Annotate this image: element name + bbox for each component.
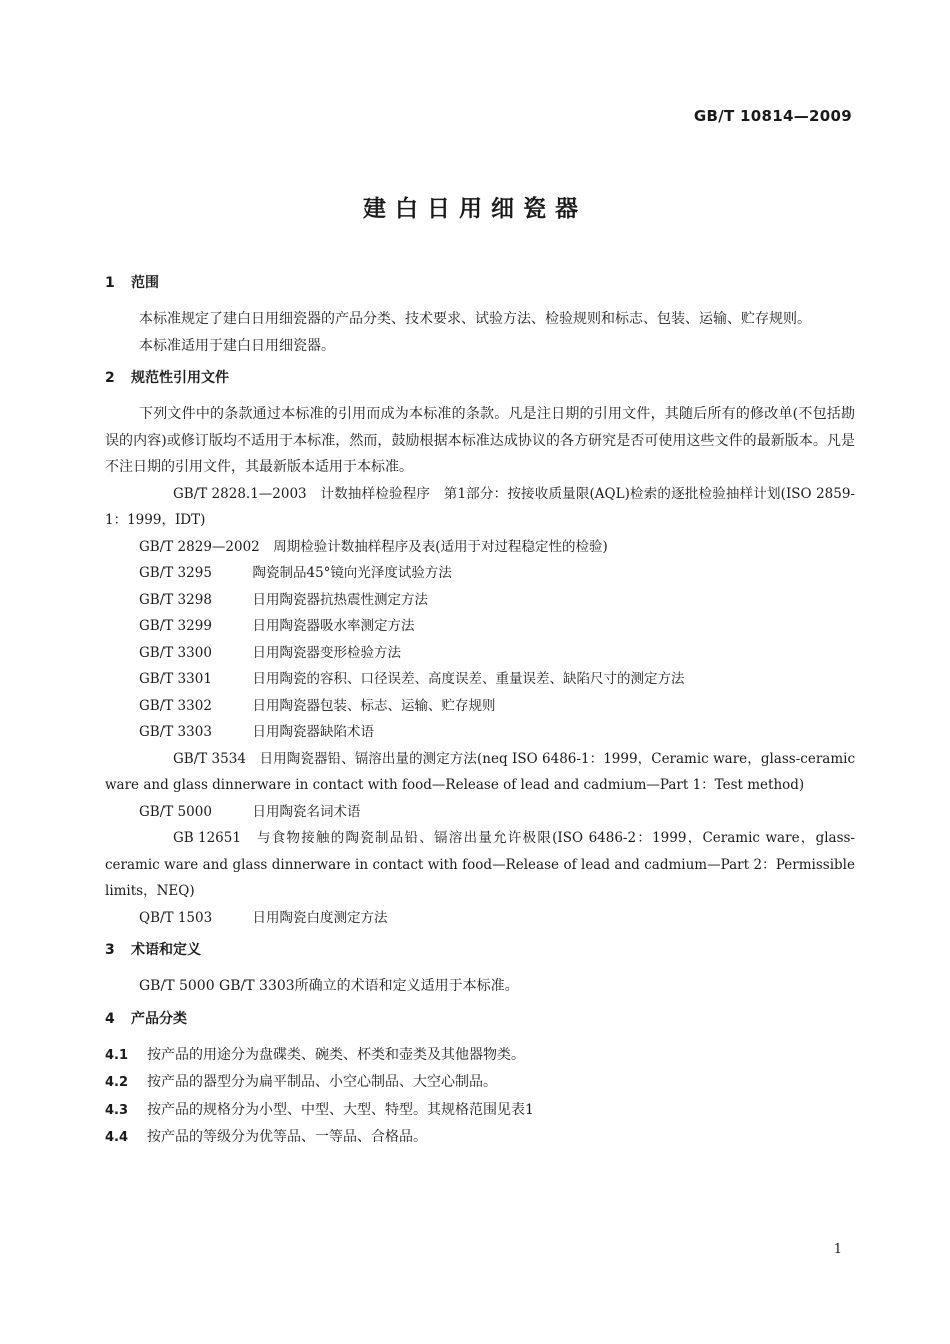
reference-code: GB/T 3298 — [139, 591, 212, 608]
reference-code: GB/T 3302 — [139, 697, 212, 714]
clause-text: 按产品的等级分为优等品、一等品、合格品。 — [147, 1129, 427, 1145]
reference-code: QB/T 1503 — [139, 909, 213, 926]
section-heading-1 — [105, 270, 855, 296]
reference-entry — [105, 746, 855, 799]
clause-number: 4.3 — [105, 1102, 129, 1118]
section-number: 2 — [105, 370, 115, 386]
reference-title: 陶瓷制品45°镜向光泽度试验方法 — [252, 565, 452, 581]
section-title: 术语和定义 — [131, 942, 201, 958]
reference-title: 周期检验计数抽样程序及表(适用于对过程稳定性的检验) — [273, 538, 608, 555]
paragraph: 本标准适用于建白日用细瓷器。 — [139, 337, 335, 354]
reference-title: 日用陶瓷器抗热震性测定方法 — [252, 591, 428, 608]
clause-number: 4.4 — [105, 1130, 129, 1145]
clause-number: 4.1 — [105, 1047, 129, 1063]
section-number: 1 — [105, 275, 115, 291]
clause-text: 按产品的用途分为盘碟类、碗类、杯类和壶类及其他器物类。 — [147, 1046, 525, 1063]
reference-title: 日用陶瓷名词术语 — [252, 803, 361, 820]
reference-code: GB/T 5000 — [139, 803, 212, 820]
reference-title: 日用陶瓷器铅、镉溶出量的测定方法(neq ISO 6486-1：1999，Ceramic ware，glass-ceramic ware and glass dinnerware in contact with food—Release of lead and cadmium—Part 1：Test method) — [105, 750, 856, 793]
reference-entry — [105, 613, 855, 640]
section-title: 产品分类 — [131, 1010, 187, 1027]
page-number: 1 — [833, 1242, 842, 1257]
reference-entry — [105, 799, 855, 826]
clause-item — [105, 1124, 855, 1152]
reference-title: 计数抽样检验程序 第1部分：按接收质量限(AQL)检索的逐批检验抽样计划(ISO 2859-1：1999，IDT) — [105, 485, 855, 528]
clause-text: 按产品的规格分为小型、中型、大型、特型。其规格范围见表1 — [147, 1101, 534, 1118]
reference-title: 日用陶瓷器变形检验方法 — [252, 644, 401, 661]
reference-entry — [105, 560, 855, 587]
paragraph: 本标准规定了建白日用细瓷器的产品分类、技术要求、试验方法、检验规则和标志、包装、运输、贮存规则。 — [139, 311, 811, 327]
reference-code: GB 12651 — [173, 830, 241, 846]
reference-title: 与食物接触的陶瓷制品铅、镉溶出量允许极限(ISO 6486-2：1999，Ceramic ware，glass-ceramic ware and glass dinnerware in contact with food—Release of lead and cadmium—Part 2：Permissible limits，NEQ) — [105, 830, 855, 899]
section-heading-3 — [105, 937, 855, 963]
paragraph: GB/T 5000 GB/T 3303所确立的术语和定义适用于本标准。 — [139, 978, 519, 994]
clause-item — [105, 1097, 855, 1125]
clause-item — [105, 1042, 855, 1070]
reference-entry — [105, 666, 855, 693]
reference-title: 日用陶瓷白度测定方法 — [252, 909, 388, 926]
section-number: 4 — [105, 1010, 115, 1027]
standard-number: GB/T 10814—2009 — [693, 107, 852, 125]
reference-title: 日用陶瓷的容积、口径误差、高度误差、重量误差、缺陷尺寸的测定方法 — [252, 671, 685, 687]
clause-item — [105, 1069, 855, 1097]
reference-code: GB/T 3301 — [139, 671, 212, 687]
reference-entry — [105, 481, 855, 534]
reference-entry — [105, 587, 855, 614]
reference-title: 日用陶瓷器缺陷术语 — [252, 724, 374, 740]
clause-text: 按产品的器型分为扁平制品、小空心制品、大空心制品。 — [147, 1074, 497, 1090]
reference-code: GB/T 3295 — [139, 565, 212, 581]
reference-code: GB/T 3303 — [139, 724, 212, 740]
reference-entry — [105, 534, 855, 561]
reference-entry — [105, 640, 855, 667]
reference-title: 日用陶瓷器吸水率测定方法 — [252, 618, 415, 634]
reference-code: GB/T 3534 — [173, 750, 246, 767]
reference-code: GB/T 2828.1—2003 — [173, 485, 307, 502]
reference-entry — [105, 719, 855, 746]
reference-code: GB/T 3299 — [139, 618, 212, 634]
clause-number: 4.2 — [105, 1075, 129, 1090]
reference-title: 日用陶瓷器包装、标志、运输、贮存规则 — [252, 697, 496, 714]
section-number: 3 — [105, 942, 115, 958]
section-title: 范围 — [131, 275, 159, 291]
section-title: 规范性引用文件 — [131, 370, 229, 386]
section-heading-2 — [105, 365, 855, 391]
document-title: 建白日用细瓷器 — [363, 196, 587, 222]
reference-entry — [105, 825, 855, 905]
reference-code: GB/T 3300 — [139, 644, 212, 661]
document-body — [105, 270, 855, 1152]
reference-code: GB/T 2829—2002 — [139, 538, 260, 555]
reference-entry — [105, 905, 855, 932]
paragraph: 下列文件中的条款通过本标准的引用而成为本标准的条款。凡是注日期的引用文件，其随后所有的修改单(不包括勘误的内容)或修订版均不适用于本标准，然而，鼓励根据本标准达成协议的各方研究是否可使用这些文件的最新版本。凡是不注日期的引用文件，其最新版本适用于本标准。 — [105, 406, 855, 475]
reference-entry — [105, 693, 855, 720]
section-heading-4 — [105, 1006, 855, 1032]
